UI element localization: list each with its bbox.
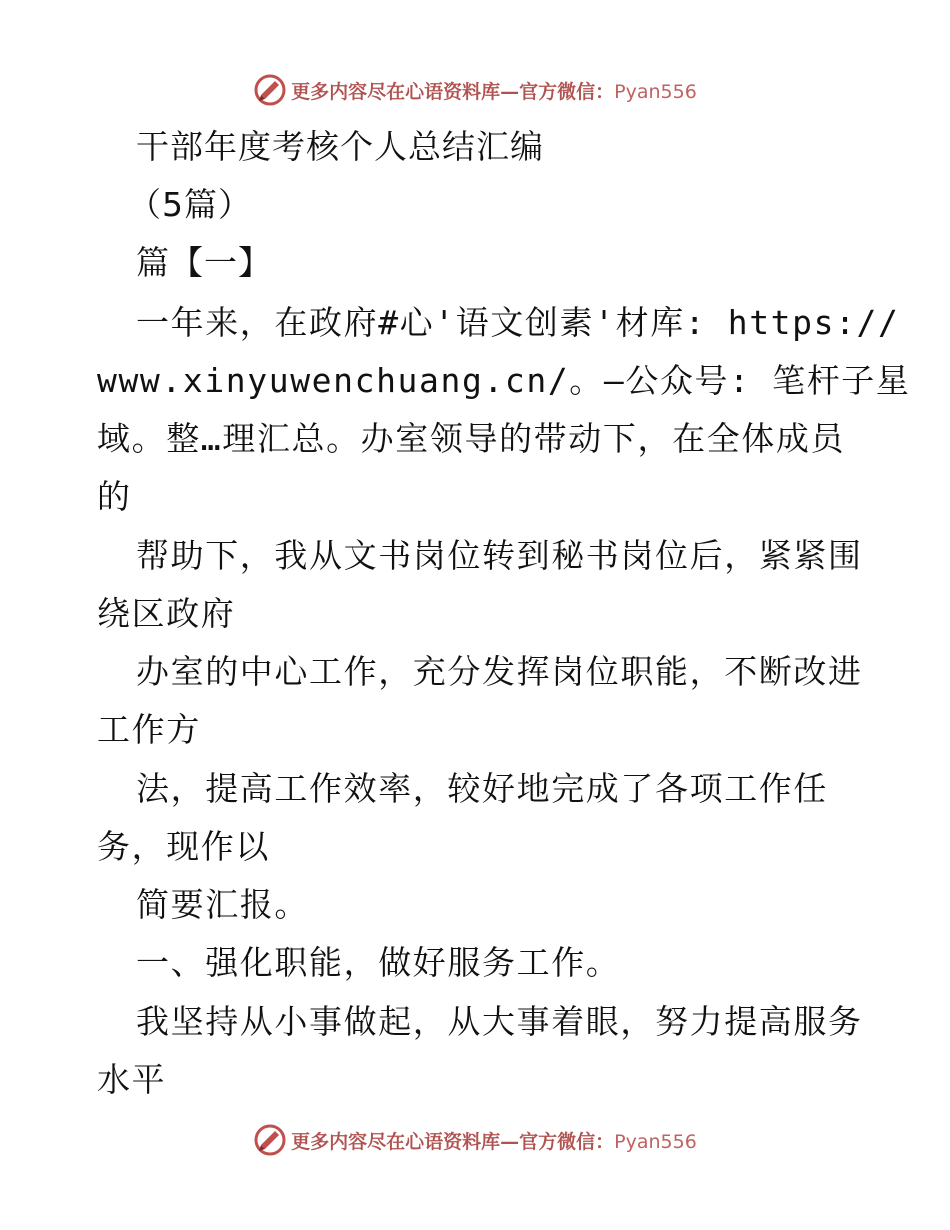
paragraph-line: 一年来，在政府#心'语文创素'材库: https:// [136,303,900,342]
pen-logo-icon [253,73,287,107]
paragraph-line: 工作方 [97,710,201,749]
footer-wechat-id: Pyan556 [614,1130,697,1153]
document-title: 干部年度考核个人总结汇编 [136,127,544,166]
paragraph-line: 一、强化职能，做好服务工作。 [136,943,621,982]
paragraph-line: 水平 [97,1060,167,1099]
header-banner [0,70,950,110]
paragraph-line: 我坚持从小事做起，从大事着眼，努力提高服务 [136,1002,863,1041]
paragraph-line: 域。整…理汇总。办室领导的带动下，在全体成员 [97,419,846,458]
paragraph-line: 绕区政府 [97,594,236,633]
header-wechat-id: Pyan556 [614,80,697,103]
paragraph-line: 的 [97,477,132,516]
paragraph-line: www.xinyuwenchuang.cn/。—公众号: 笔杆子星 [97,361,911,400]
paragraph-line: 务，现作以 [97,827,270,866]
section-heading: 篇【一】 [136,243,272,282]
footer-promo-text: 更多内容尽在心语资料库—官方微信：Pyan556 [291,1130,697,1153]
header-promo-text: 更多内容尽在心语资料库—官方微信：Pyan556 [291,80,697,103]
document-subtitle: （5篇） [128,185,252,224]
paragraph-line: 帮助下，我从文书岗位转到秘书岗位后，紧紧围 [136,536,863,575]
footer-banner [0,1120,950,1160]
pen-logo-icon [253,1123,287,1157]
paragraph-line: 简要汇报。 [136,885,309,924]
paragraph-line: 法，提高工作效率，较好地完成了各项工作任 [136,769,828,808]
paragraph-line: 办室的中心工作，充分发挥岗位职能，不断改进 [136,652,863,691]
